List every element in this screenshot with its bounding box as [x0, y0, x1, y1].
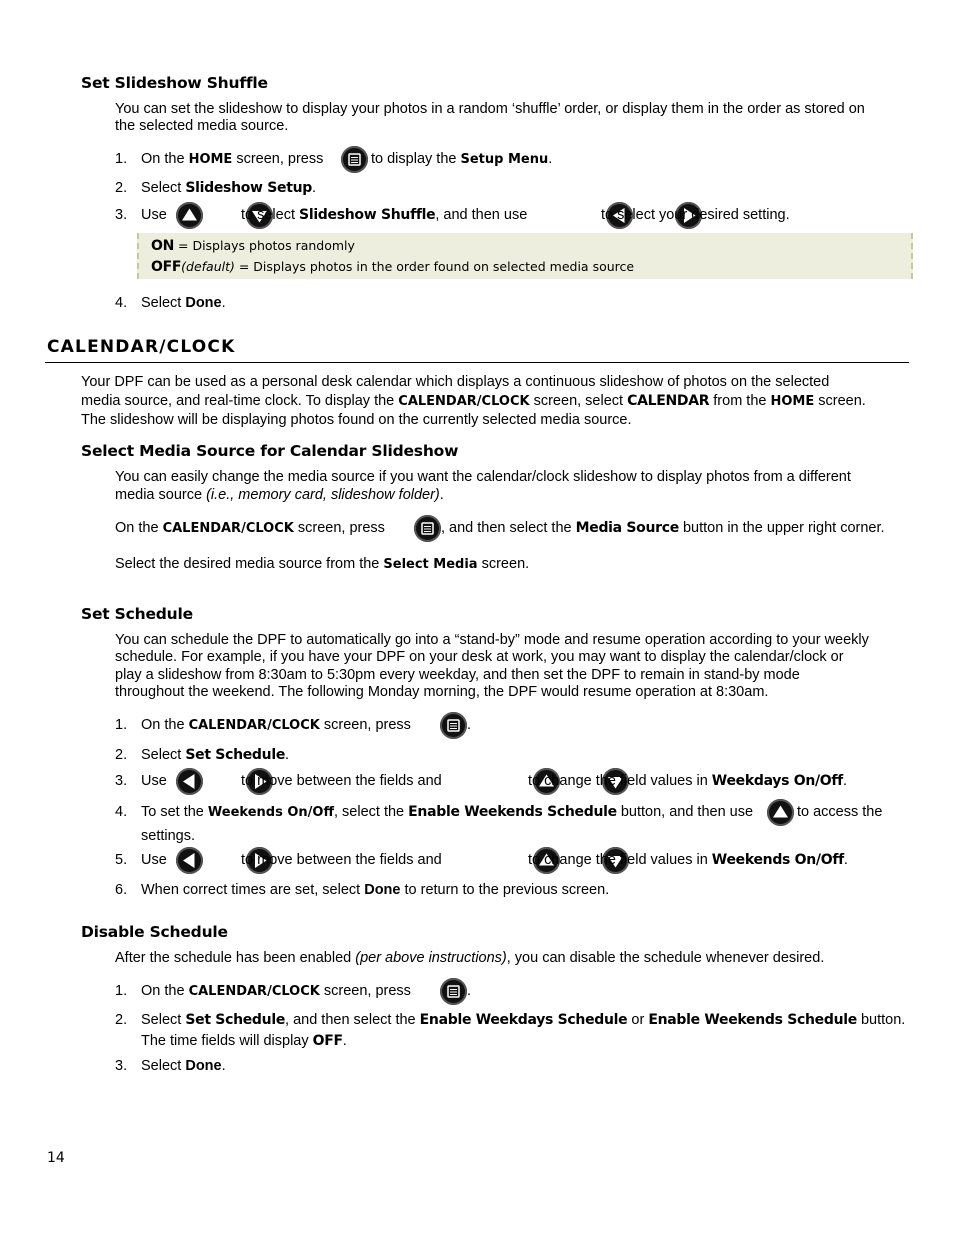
text: .: [312, 180, 317, 196]
schedule-para-line-4: throughout the weekend. The following Monday morning, the DPF would resume operation at 8:30am.: [115, 684, 769, 700]
step-number: 4.: [115, 804, 128, 820]
step-text: [141, 881, 609, 899]
enable-weekends-schedule-label: Enable Weekends Schedule: [408, 804, 617, 820]
text: screen, press: [293, 520, 385, 536]
text: Use: [141, 773, 167, 789]
step-text: [141, 294, 226, 312]
up-arrow-icon: [176, 202, 203, 229]
calendar-clock-label: CALENDAR/CLOCK: [162, 521, 294, 536]
step-text: [141, 746, 289, 764]
shuffle-step-1: [0, 145, 954, 175]
section-divider: [45, 362, 909, 363]
text: , and then use: [435, 207, 528, 223]
step-number: 3.: [115, 1058, 128, 1074]
media-source-label: Media Source: [575, 520, 679, 536]
calendar-clock-label: CALENDAR/CLOCK: [188, 984, 320, 999]
off-text: = Displays photos in the order found on selected media source: [234, 259, 635, 274]
calendar-para-line-1: Your DPF can be used as a personal desk calendar which displays a continuous slideshow of photos on the selected: [81, 374, 830, 390]
schedule-para-line-2: schedule. For example, if you have your DPF on your desk at work, you may want to display the calendar/clock or: [115, 649, 844, 665]
text: Select: [141, 747, 186, 763]
step-number: 1.: [115, 151, 128, 167]
step-number: 3.: [115, 207, 128, 223]
page-section-heading-calendar: CALENDAR/CLOCK: [47, 337, 236, 357]
step-text-line-2: [141, 1032, 347, 1050]
off-key: OFF: [151, 259, 182, 275]
text: button.: [856, 1012, 906, 1028]
text: Use: [141, 207, 167, 223]
left-arrow-icon: [176, 768, 203, 795]
text: button, and then use: [616, 804, 754, 820]
text: After the schedule has been enabled: [115, 950, 356, 966]
slideshow-setup-label: Slideshow Setup: [185, 180, 313, 196]
text: When correct times are set, select: [141, 882, 365, 898]
calendar-label: CALENDAR: [627, 393, 710, 409]
text: .: [842, 773, 848, 789]
note-off-row: [151, 259, 634, 275]
schedule-para-line-1: You can schedule the DPF to automatically go into a “stand-by” mode and resume operation according to your weekly: [115, 632, 869, 648]
weekends-onoff-label: Weekends On/Off: [207, 805, 334, 820]
text: .: [548, 151, 553, 167]
text: screen, press: [319, 983, 411, 999]
step-text: [141, 803, 753, 822]
step-text: [141, 179, 316, 197]
done-label: Done: [185, 295, 222, 311]
schedule-step-1: [0, 711, 954, 741]
text: Use: [141, 852, 167, 868]
done-label: Done: [185, 1058, 222, 1074]
shuffle-intro-line-2: the selected media source.: [115, 118, 289, 134]
menu-button-icon: [414, 515, 441, 542]
home-label: HOME: [188, 152, 233, 167]
text: screen.: [477, 556, 530, 572]
shuffle-step-3: [0, 201, 954, 231]
schedule-step-5: [0, 846, 954, 876]
step-number: 1.: [115, 717, 128, 733]
step-text: [528, 851, 848, 869]
enable-weekends-schedule-label: Enable Weekends Schedule: [648, 1012, 857, 1028]
text: Select: [141, 1012, 186, 1028]
text: to return to the previous screen.: [400, 882, 610, 898]
text: Select: [141, 180, 186, 196]
text: .: [285, 747, 290, 763]
section-heading-shuffle: Set Slideshow Shuffle: [81, 74, 268, 92]
text: to select your desired setting.: [601, 207, 790, 223]
set-schedule-label: Set Schedule: [185, 747, 286, 763]
text: or: [627, 1012, 649, 1028]
text: , select the: [334, 804, 409, 820]
select-media-label: Select Media: [383, 557, 478, 572]
text: .: [467, 983, 472, 999]
set-schedule-label: Set Schedule: [185, 1012, 286, 1028]
text: The time fields will display: [141, 1033, 313, 1049]
text: On the: [141, 151, 189, 167]
text: [441, 519, 885, 537]
text: .: [843, 852, 848, 868]
on-text: = Displays photos randomly: [174, 238, 355, 253]
weekends-onoff-label: Weekends On/Off: [711, 852, 844, 868]
step-text-cont: [371, 150, 552, 169]
media-para-line-2: [115, 487, 444, 505]
step-number: 1.: [115, 983, 128, 999]
shuffle-intro-line-1: You can set the slideshow to display your photos in a random ‘shuffle’ order, or display them in the order as stored on: [115, 101, 865, 117]
disable-step-2: [0, 1011, 954, 1051]
text: .: [221, 1058, 226, 1074]
up-arrow-icon: [767, 799, 794, 826]
text: screen, press: [232, 151, 324, 167]
disable-step-1: [0, 977, 954, 1007]
slideshow-shuffle-label: Slideshow Shuffle: [299, 207, 436, 223]
text: button in the upper right corner.: [678, 520, 885, 536]
text: to select: [241, 207, 300, 223]
step-number: 2.: [115, 1012, 128, 1028]
step-number: 4.: [115, 295, 128, 311]
text: , and then select the: [441, 520, 576, 536]
step-text: [528, 772, 847, 790]
text: , and then select the: [285, 1012, 420, 1028]
text: to display the: [371, 151, 461, 167]
calendar-para-line-2: [81, 393, 866, 411]
calendar-clock-label: CALENDAR/CLOCK: [188, 718, 320, 733]
per-above-note: (per above instructions): [355, 950, 507, 966]
menu-button-icon: [440, 712, 467, 739]
calendar-para-line-3: The slideshow will be displaying photos found on the currently selected media source.: [81, 412, 632, 428]
section-heading-media: Select Media Source for Calendar Slideshow: [81, 442, 459, 460]
note-on-row: [151, 238, 355, 254]
text: On the: [115, 520, 163, 536]
text: .: [467, 717, 472, 733]
text: On the: [141, 983, 189, 999]
step-text: [141, 1011, 905, 1029]
off-label: OFF: [312, 1033, 343, 1049]
step-text: [141, 982, 411, 1001]
text: from the: [709, 393, 771, 409]
section-heading-schedule: Set Schedule: [81, 605, 193, 623]
on-key: ON: [151, 238, 175, 254]
done-label: Done: [364, 882, 401, 898]
step-number: 2.: [115, 180, 128, 196]
text: .: [221, 295, 226, 311]
text: On the: [141, 717, 189, 733]
calendar-clock-label: CALENDAR/CLOCK: [398, 394, 530, 409]
step-text: [141, 1057, 226, 1075]
shuffle-options-note: [137, 233, 913, 279]
left-arrow-icon: [176, 847, 203, 874]
media-para-2: [0, 514, 954, 544]
off-default: (default): [181, 259, 235, 274]
text: To set the: [141, 804, 208, 820]
text: to change the field values in: [528, 773, 712, 789]
text: .: [439, 487, 444, 503]
step-number: 2.: [115, 747, 128, 763]
step-number: 3.: [115, 773, 128, 789]
text: Select the desired media source from the: [115, 556, 384, 572]
media-para-line-1: You can easily change the media source if you want the calendar/clock slideshow to display photos from a different: [115, 469, 851, 485]
text: screen, press: [319, 717, 411, 733]
text: , you can disable the schedule whenever desired.: [506, 950, 825, 966]
enable-weekdays-schedule-label: Enable Weekdays Schedule: [419, 1012, 628, 1028]
step-text: [141, 716, 411, 735]
text: Select: [141, 1058, 186, 1074]
text: [115, 519, 385, 538]
schedule-step-4: [0, 798, 954, 848]
step-text: [241, 206, 527, 224]
section-heading-disable: Disable Schedule: [81, 923, 228, 941]
step-number: 6.: [115, 882, 128, 898]
disable-para: [115, 950, 824, 968]
text: media source, and real-time clock. To display the: [81, 393, 399, 409]
schedule-step-3: [0, 767, 954, 797]
menu-button-icon: [440, 978, 467, 1005]
media-para-3: [115, 556, 529, 574]
weekdays-onoff-label: Weekdays On/Off: [711, 773, 843, 789]
setup-menu-label: Setup Menu: [460, 152, 549, 167]
text: Select: [141, 295, 186, 311]
step-text: [141, 150, 323, 169]
text: to change the field values in: [528, 852, 712, 868]
menu-button-icon: [341, 146, 368, 173]
home-label: HOME: [770, 394, 815, 409]
schedule-para-line-3: play a slideshow from 8:30am to 5:30pm every weekday, and then set the DPF to remain in stand-by mode: [115, 667, 800, 683]
text: settings.: [141, 828, 195, 844]
text: .: [342, 1033, 347, 1049]
text: to move between the fields and: [241, 852, 442, 868]
text: to move between the fields and: [241, 773, 442, 789]
text: to access the: [797, 804, 883, 820]
media-examples: (i.e., memory card, slideshow folder): [206, 487, 440, 503]
text: screen.: [814, 393, 866, 409]
page-number: 14: [47, 1150, 65, 1166]
step-number: 5.: [115, 852, 128, 868]
text: media source: [115, 487, 207, 503]
text: screen, select: [529, 393, 628, 409]
